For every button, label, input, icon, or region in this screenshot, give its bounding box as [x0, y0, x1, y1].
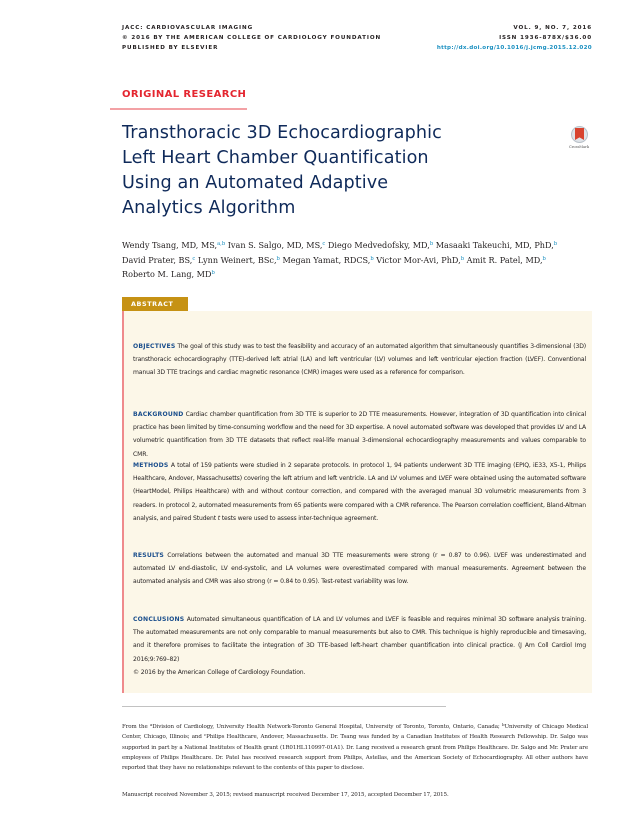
affiliation-mark[interactable]: b: [553, 241, 558, 247]
abstract-background: [133, 408, 586, 461]
section-heading: OBJECTIVES: [133, 343, 176, 350]
affiliation-mark: a: [149, 722, 153, 727]
masthead-right: [437, 23, 592, 53]
section-text: tests were used to assess inter-technique agreement.: [221, 514, 379, 522]
author: Roberto M. Lang, $MD^b$: [122, 269, 215, 280]
author: Victor Mor-Avi, PhD,$^b$: [376, 254, 465, 265]
section-heading: BACKGROUND: [133, 411, 184, 418]
abstract-conclusions: [133, 613, 586, 679]
title-line: Analytics Algorithm: [122, 198, 296, 218]
affiliation-mark[interactable]: b: [460, 255, 465, 262]
section-heading: RESULTS: [133, 552, 165, 559]
author: Wendy Tsang, MD, MS,$^{a,b}$: [122, 240, 226, 250]
section-text: Automated simultaneous quantification of LA and LV volumes and LVEF is feasible and requires minimal 3D software analysis training. The automated measurements are not only comparable to manual measurements but also to CMR. This technique is highly reproducible and timesaving, and it therefore promises to facilitate the integration of 3D TTE-based left-heart chamber quantification into clinical practice. (J Am Coll Cardiol Img 2016;9:769–82): [133, 616, 586, 663]
author-list: [122, 238, 592, 282]
section-heading: METHODS: [133, 462, 169, 469]
article-type-divider: [110, 108, 247, 110]
abstract-box: [122, 311, 592, 693]
issn: ISSN 1936-878X/$36.00: [499, 35, 592, 41]
affiliation-mark[interactable]: b: [370, 255, 374, 262]
title-line: Using an Automated Adaptive: [122, 173, 389, 193]
crossmark-label: CrossMark: [568, 145, 590, 149]
author: Lynn Weinert, BSc,$^b$: [197, 254, 280, 265]
author: Ivan S. Salgo, MD, MS,$^c$: [227, 240, 326, 250]
title-line: Left Heart Chamber Quantification: [122, 148, 429, 168]
author: Amit R. Patel, MD,$^b$: [466, 254, 546, 265]
journal-masthead: [122, 23, 592, 63]
section-text: Correlations between the automated and manual 3D TTE measurements were strong (r = 0.87 to 0.96). LVEF was underestimated and automated LV end-diastolic, LV end-systolic, and LA volumes were overestimated compared with manual measurements. Agreement between the automated analysis and CMR was also strong (r = 0.84 to 0.95). Test-retest variability was low.: [133, 552, 586, 586]
author: Diego Medvedofsky, MD,$^b$: [327, 240, 434, 250]
manuscript-dates: Manuscript received November 3, 2015; revised manuscript received December 17, 2015, accepted December 17, 2015.: [122, 792, 449, 798]
volume-info: VOL. 9, NO. 7, 2016: [513, 25, 592, 31]
section-text: Cardiac chamber quantification from 3D TTE is superior to 2D TTE measurements. However, integration of 3D quantification into clinical practice has been limited by time-consuming workflow and the need for 3D expertise. A novel automated software was developed that provides LV and LA volumetric quantification from 3D TTE datasets that reflect real-life manual 3-dimensional echocardiography measurements and values comparable to CMR.: [133, 411, 586, 458]
affiliation-mark[interactable]: c: [192, 255, 196, 262]
abstract-label: ABSTRACT: [122, 297, 188, 311]
crossmark-button[interactable]: [565, 126, 593, 156]
abstract-results: [133, 549, 586, 589]
affiliation-text: Philips Healthcare, Andover, Massachusetts.: [206, 734, 329, 741]
author: David Prater, BS,$^c$: [122, 254, 196, 265]
affiliations-footnote: From the $^a$Division of Cardiology, University Health Network-Toronto General Hospital, University of Toronto, Toronto, Ontario, Canada; $^b$University of Chicago Medical Center, Chicago, Illinois; and $^c$Philips Healthcare, Andover, Massachusetts. Dr. Tsang was funded by a Canadian Institutes of Health Research Fellowship. Dr. Salgo was supported in part by a National Institutes of Health grant (1R01HL110997-01A1). Dr. Lang received a research grant from Philips Healthcare. Dr. Salgo and Mr. Prater are employees of Philips Healthcare. Dr. Patel has received research support from Philips, Astellas, and the American Society of Echocardiography. All other authors have reported that they have no relationships relevant to the contents of this paper to disclose.: [122, 722, 589, 772]
abstract-copyright: © 2016 by the American College of Cardiology Foundation.: [133, 668, 306, 676]
author: Megan Yamat, RDCS,$^b$: [282, 254, 374, 265]
affiliation-mark[interactable]: b: [542, 255, 546, 262]
affiliation-text: Division of Cardiology, University Health Network-Toronto General Hospital, University of Toronto, Toronto, Ontario, Canada;: [152, 724, 500, 730]
affiliation-mark[interactable]: c: [322, 241, 326, 247]
affiliation-text: University of Chicago Medical Center, Chicago, Illinois; and: [122, 724, 588, 741]
doi-link[interactable]: http://dx.doi.org/10.1016/j.jcmg.2015.12.020: [436, 45, 592, 51]
affiliation-mark[interactable]: b: [276, 255, 280, 262]
section-heading: CONCLUSIONS: [133, 616, 185, 623]
disclosures-text: Dr. Tsang was funded by a Canadian Institutes of Health Research Fellowship. Dr. Salgo was supported in part by a National Institutes of Health grant (1R01HL110997-01A1). Dr. Lang received a research grant from Philips Healthcare. Dr. Salgo and Mr. Prater are employees of Philips Healthcare. Dr. Patel has received research support from Philips, Astellas, and the American Society of Echocardiography. All other authors have reported that they have no relationships relevant to the contents of this paper to disclose.: [122, 734, 589, 772]
article-title: [122, 121, 542, 221]
journal-publisher: PUBLISHED BY ELSEVIER: [122, 45, 219, 51]
affiliation-mark: c: [203, 732, 207, 738]
footnote-divider: [122, 706, 446, 707]
section-text: The goal of this study was to test the feasibility and accuracy of an automated algorithm that simultaneously quantifies 3-dimensional (3D) transthoracic echocardiography (TTE)-derived left atrial (LA) and left ventricular (LV) volumes and left ventricular ejection fraction (LVEF). Conventional manual 3D TTE tracings and cardiac magnetic resonance (CMR) images were used as a reference for comparison.: [133, 343, 586, 377]
italic-t: t: [217, 514, 221, 522]
journal-name: JACC: CARDIOVASCULAR IMAGING: [122, 25, 254, 31]
masthead-left: [122, 23, 381, 53]
abstract-methods: [133, 459, 586, 525]
article-type-label: ORIGINAL RESEARCH: [122, 89, 247, 100]
affiliation-mark: b: [501, 722, 505, 727]
journal-copyright: © 2016 BY THE AMERICAN COLLEGE OF CARDIOLOGY FOUNDATION: [122, 35, 382, 41]
section-text: A total of 159 patients were studied in 2 separate protocols. In protocol 1, 94 patients underwent 3D TTE imaging (EPIQ, iE33, X5-1, Philips Healthcare, Andover, Massachusetts) covering the left atrium and left ventricle. LA and LV volumes and LVEF were obtained using the automated software (HeartModel, Philips Healthcare) with and without contour correction, and compared with the averaged manual 3D volumetric measurements from 3 readers. In protocol 2, automated measurements from 65 patients were compared with a CMR reference. The Pearson correlation coefficient, Bland-Altman analysis, and paired Student: [133, 462, 586, 522]
author: Masaaki Takeuchi, MD, PhD,$^b$: [435, 240, 558, 250]
affiliation-mark[interactable]: b: [211, 270, 215, 277]
affiliation-mark[interactable]: b: [429, 241, 434, 247]
abstract-objectives: [133, 340, 586, 380]
title-line: Transthoracic 3D Echocardiographic: [122, 123, 442, 143]
affiliation-mark[interactable]: a,b: [217, 241, 226, 247]
